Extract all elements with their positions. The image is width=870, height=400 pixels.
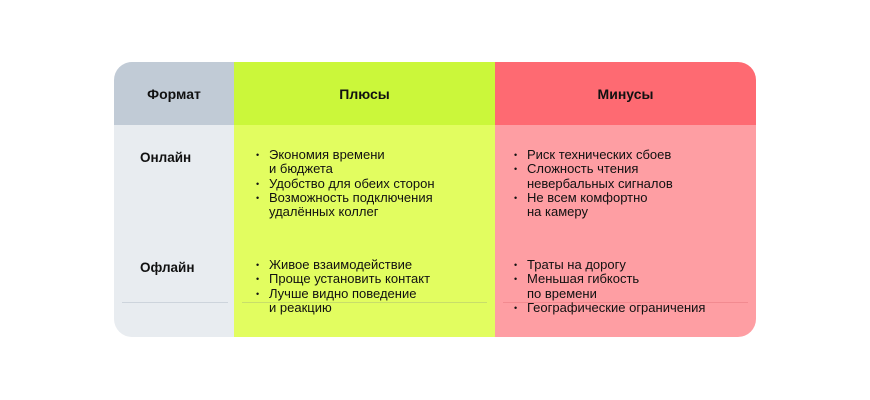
header-pros: Плюсы <box>234 62 495 125</box>
row-label-online: Онлайн <box>140 150 192 165</box>
format-column <box>114 125 234 337</box>
list-item: • Траты на дорогу <box>514 258 746 272</box>
row-label-offline: Офлайн <box>140 260 195 275</box>
list-item: • Удобство для обеих сторон <box>256 177 485 191</box>
pros-offline-list <box>256 258 485 315</box>
list-item: • Лучше видно поведение и реакцию <box>256 287 485 316</box>
list-item: • Географические ограничения <box>514 301 746 315</box>
header-format: Формат <box>114 62 234 125</box>
cons-column <box>495 125 756 337</box>
list-item: • Сложность чтения невербальных сигналов <box>514 162 746 191</box>
comparison-table <box>114 62 756 337</box>
list-item: • Живое взаимодействие <box>256 258 485 272</box>
cons-online-list <box>514 148 746 219</box>
list-item: • Риск технических сбоев <box>514 148 746 162</box>
list-item: • Не всем комфортно на камеру <box>514 191 746 220</box>
pros-column <box>234 125 495 337</box>
list-item: • Меньшая гибкость по времени <box>514 272 746 301</box>
list-item: • Экономия времени и бюджета <box>256 148 485 177</box>
row-divider <box>122 302 228 303</box>
pros-online-list <box>256 148 485 219</box>
list-item: • Проще установить контакт <box>256 272 485 286</box>
list-item: • Возможность подключения удалённых коллег <box>256 191 485 220</box>
header-cons: Минусы <box>495 62 756 125</box>
cons-offline-list <box>514 258 746 315</box>
